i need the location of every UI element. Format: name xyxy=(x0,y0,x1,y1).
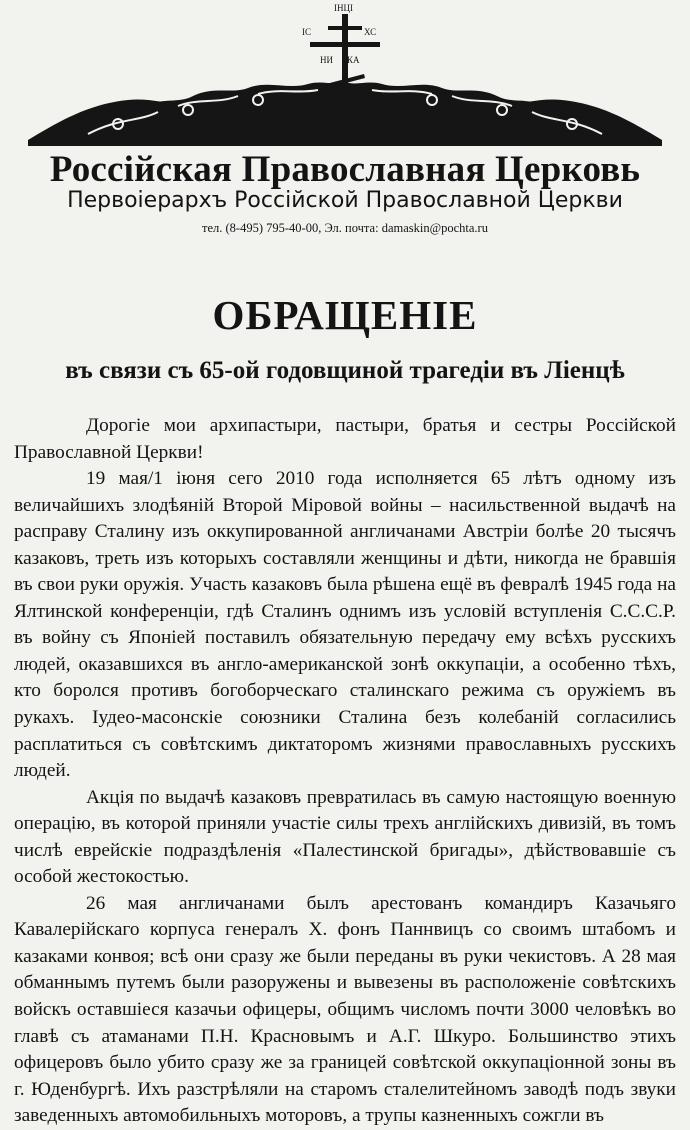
cross-inscription-top: ІНЦІ xyxy=(334,3,353,13)
contact-line: тел. (8-495) 795-40-00, Эл. почта: damaskin@pochta.ru xyxy=(202,221,488,235)
cross-inscription-right-mid: КА xyxy=(347,55,360,65)
paragraph-anniversary: 19 мая/1 іюня сего 2010 года исполняется 65 лѣтъ одному изъ величайшихъ злодѣяній Второй Міровой войны – насильственной выдачѣ на расправу Сталину изъ оккупированной англичанами Австріи болѣе 20 тысячъ казаковъ, треть изъ которыхъ составляли женщины и дѣти, никогда не бравшія въ свои руки оружія. Участь казаковъ была рѣшена ещё въ февралѣ 1945 года на Ялтинской конференціи, гдѣ Сталинъ однимъ изъ условій вступленія С.С.С.Р. въ войну съ Японіей поставилъ обязательную передачу ему всѣхъ русскихъ людей, оказавшихся въ англо-американской зонѣ оккупаціи, а особенно тѣхъ, кто боролся противъ богоборческаго сталинскаго режима съ оружіемъ въ рукахъ. Іудео-масонскіе союзники Сталина безъ колебаній согласились расплатиться съ совѣтскимъ диктаторомъ жизнями православныхъ русскихъ людей. xyxy=(14,468,676,782)
paragraph-arrest: 26 мая англичанами былъ арестованъ командиръ Казачьяго Кавалерійскаго корпуса генералъ Х. фонъ Паннвицъ со своимъ штабомъ и казаками конвоя; всѣ они сразу же были переданы въ руки чекистовъ. А 28 мая обманнымъ путемъ были разоружены и вывезены въ расположеніе совѣтскихъ войскъ оставшіеся казачьи офицеры, общимъ числомъ почти 3000 человѣкъ во главѣ съ атаманами П.Н. Красновымъ и А.Г. Шкуро. Большинство этихъ офицеровъ было убито сразу же за границей совѣтской оккупаціонной зоны въ г. Юденбургѣ. Ихъ разстрѣляли на старомъ сталелитейномъ заводѣ подъ звуки заведенныхъ автомобильныхъ моторовъ, а трупы казненныхъ сожгли въ xyxy=(14,892,676,1127)
organization-subtitle: Первоіерархъ Россійской Православной Церкви xyxy=(67,188,623,213)
letter-body xyxy=(14,413,676,1130)
letterhead xyxy=(0,0,690,250)
cross-inscription-left-top: ІС xyxy=(302,27,311,37)
cross-ornament-icon xyxy=(28,0,662,150)
organization-name: Россійская Православная Церковь xyxy=(49,149,641,190)
paragraph-greeting: Дорогіе мои архипастыри, пастыри, братья и сестры Россійской Православной Церкви! xyxy=(14,415,676,463)
document-subtitle: въ связи съ 65-ой годовщиной трагедіи въ Ліенцѣ xyxy=(65,357,625,384)
cross-inscription-left-mid: НИ xyxy=(320,55,333,65)
document-title: ОБРАЩЕНІЕ xyxy=(212,292,478,338)
cross-inscription-right-top: ХС xyxy=(364,27,377,37)
paragraph-operation: Акція по выдачѣ казаковъ превратилась въ самую настоящую военную операцію, въ которой приняли участіе силы трехъ англійскихъ дивизій, въ томъ числѣ еврейскіе подраздѣленія «Палестинской бригады», дѣйствовавшіе съ особой жестокостью. xyxy=(14,786,676,888)
